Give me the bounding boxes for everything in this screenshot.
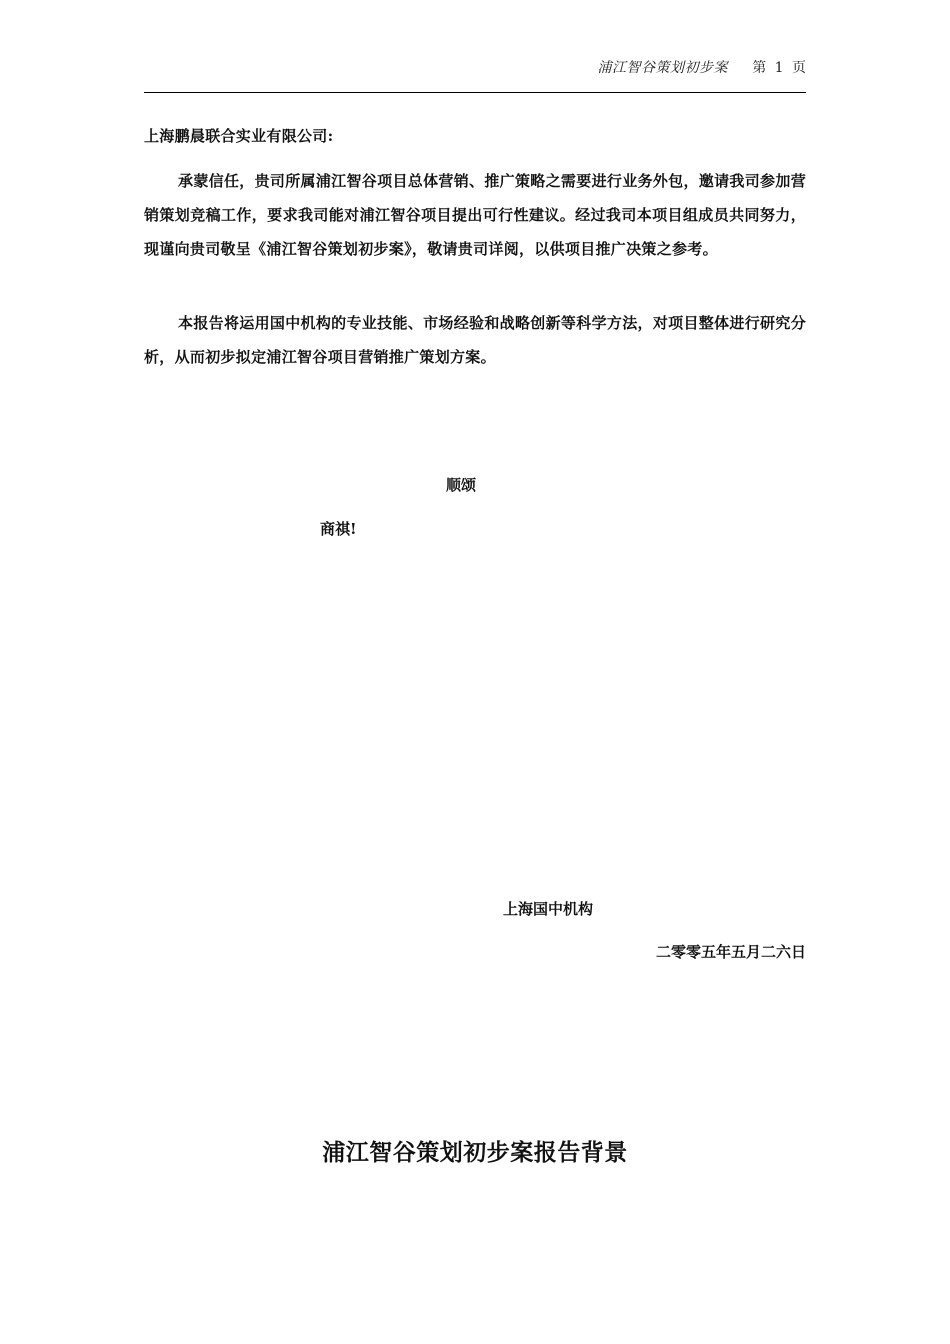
- letter-signature: 上海国中机构: [503, 900, 594, 918]
- letter-paragraph-2: 本报告将运用国中机构的专业技能、市场经验和战略创新等科学方法，对项目整体进行研究分析，从而初步拟定浦江智谷项目营销推广策划方案。: [144, 314, 806, 366]
- section-title: 浦江智谷策划初步案报告背景: [322, 1139, 628, 1166]
- page-header: [144, 52, 806, 93]
- letter-closing-1: 顺颂: [446, 476, 477, 494]
- letter-closing-2: 商祺!: [320, 520, 357, 538]
- letter-date: 二零零五年五月二六日: [655, 943, 806, 961]
- header-title: 浦江智谷策划初步案: [597, 60, 728, 76]
- letter-paragraph-1: 承蒙信任，贵司所属浦江智谷项目总体营销、推广策略之需要进行业务外包，邀请我司参加营销策划竞稿工作，要求我司能对浦江智谷项目提出可行性建议。经过我司本项目组成员共同努力，现谨向贵司敬呈《浦江智谷策划初步案》，敬请贵司详阅，以供项目推广决策之参考。: [144, 172, 806, 258]
- letter-salutation: 上海鹏晨联合实业有限公司:: [144, 127, 334, 145]
- header-page-number: 第 1 页: [752, 60, 806, 76]
